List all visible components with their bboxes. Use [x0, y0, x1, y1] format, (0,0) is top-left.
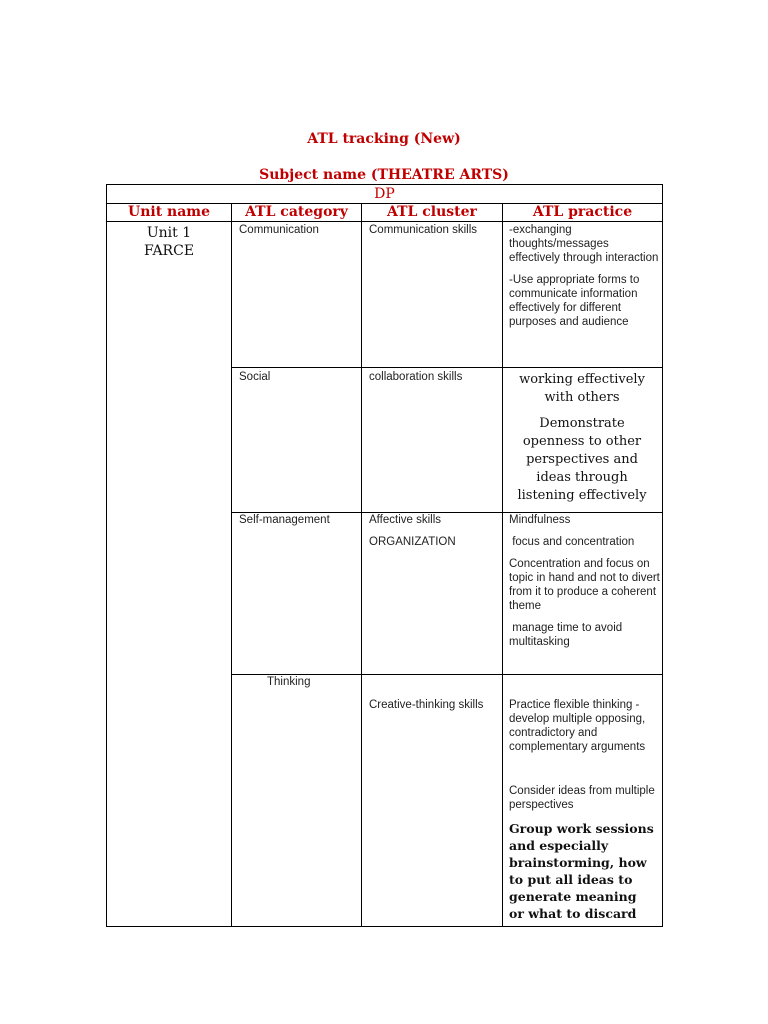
row-4-cluster: Creative-thinking skills — [369, 699, 484, 711]
cluster-item: ORGANIZATION — [369, 536, 456, 548]
practice-item: manage time to avoid multitasking — [509, 622, 626, 648]
row-1-cluster: Communication skills — [369, 224, 478, 236]
row-3-practice — [509, 513, 664, 657]
row-3-cluster — [369, 513, 501, 557]
practice-item: Concentration and focus on topic in hand and not to divert from it to produce a coherent theme — [509, 558, 664, 612]
practice-item: Mindfulness — [509, 514, 571, 526]
practice-item: -Use appropriate forms to communicate information effectively for different purposes and audience — [509, 274, 640, 328]
subject-name: Subject name (THEATRE ARTS) — [259, 167, 509, 183]
practice-item: working effectively with others — [519, 372, 645, 405]
row-4-practice — [509, 698, 661, 922]
practice-item: focus and concentration — [509, 536, 635, 548]
unit-number: Unit 1 — [146, 225, 192, 241]
practice-item-emphasis: Group work sessions and especially brainstorming, how to put all ideas to generate meaning or what to discard — [509, 821, 654, 921]
unit-name-cell — [107, 224, 231, 260]
row-2-category: Social — [239, 371, 271, 383]
row-3-category: Self-management — [239, 514, 330, 526]
row-1-practice — [509, 223, 660, 337]
header-atl-category: ATL category — [245, 204, 348, 220]
header-atl-practice: ATL practice — [532, 204, 633, 220]
practice-item: Consider ideas from multiple perspectives — [509, 785, 655, 811]
header-atl-cluster: ATL cluster — [387, 204, 477, 220]
unit-title: FARCE — [143, 243, 195, 259]
program-label: DP — [374, 186, 395, 202]
cluster-item: Affective skills — [369, 514, 442, 526]
row-4-category: Thinking — [267, 676, 311, 688]
practice-item: -exchanging thoughts/messages effectively through interaction — [509, 224, 659, 264]
practice-item: Demonstrate openness to other perspectives and ideas through listening effectively — [517, 416, 647, 503]
document-title: ATL tracking (New) — [307, 131, 461, 147]
row-1-category: Communication — [239, 224, 319, 236]
row-2-practice — [509, 371, 655, 505]
header-unit-name: Unit name — [127, 204, 211, 220]
practice-item: Practice flexible thinking -develop multiple opposing, contradictory and complementary arguments — [509, 699, 646, 753]
row-2-cluster: collaboration skills — [369, 371, 463, 383]
